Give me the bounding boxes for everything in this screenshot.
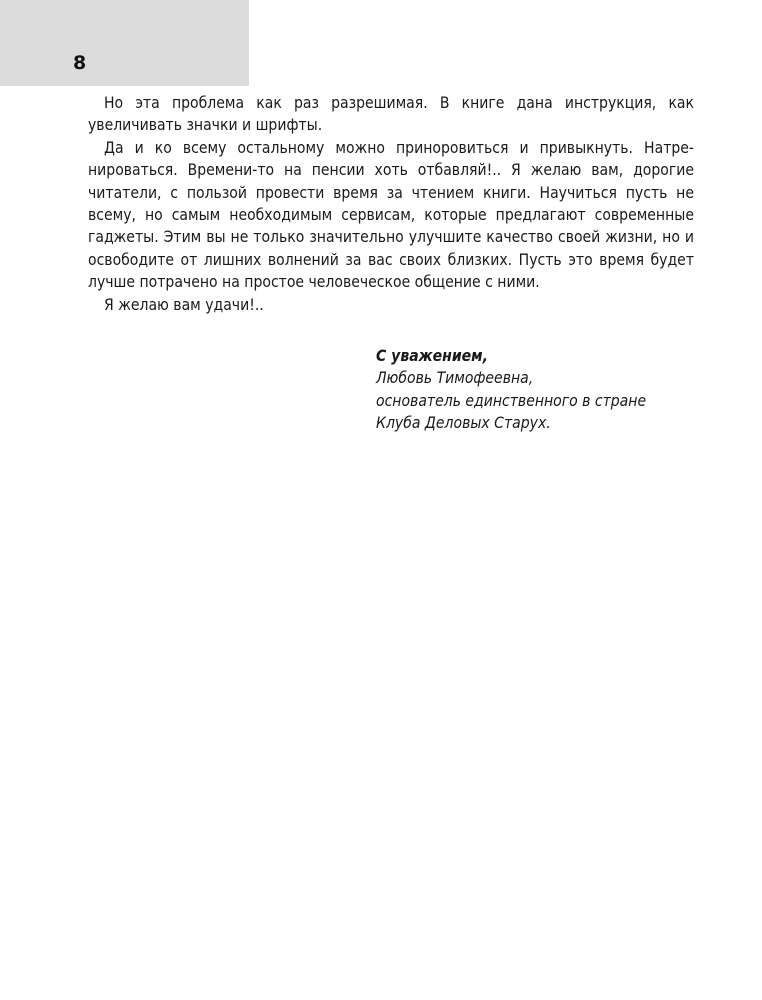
paragraph: Да и ко всему остальному можно приноровиться и привыкнуть. Натренироваться. Времени-то на пенсии хоть отбавляй!.. Я желаю вам, дорогие читатели, с пользой провести время за чтением книги. Научиться пусть не всему, но самым необходимым сервисам, которые предлагают современные гаджеты. Этим вы не только значительно улучшите качество своей жизни, но и освободите от лишних волнений за вас своих близких. Пусть это время будет лучше потрачено на простое человеческое общение с ними. bbox=[88, 138, 694, 292]
signature-title: основатель единственного в стране bbox=[376, 391, 647, 410]
signature-organization: Клуба Деловых Старух. bbox=[376, 414, 551, 433]
signature-name: Любовь Тимофеевна, bbox=[376, 369, 534, 388]
page-number: 8 bbox=[73, 52, 87, 74]
page-number-tab bbox=[0, 0, 249, 86]
signature-greeting: С уважением, bbox=[376, 347, 488, 365]
signature-block bbox=[376, 345, 716, 435]
body-text bbox=[88, 92, 694, 316]
paragraph: Но эта проблема как раз разрешимая. В книге дана инструкция, как увеличивать значки и шрифты. bbox=[88, 94, 694, 135]
paragraph: Я желаю вам удачи!.. bbox=[104, 295, 264, 314]
